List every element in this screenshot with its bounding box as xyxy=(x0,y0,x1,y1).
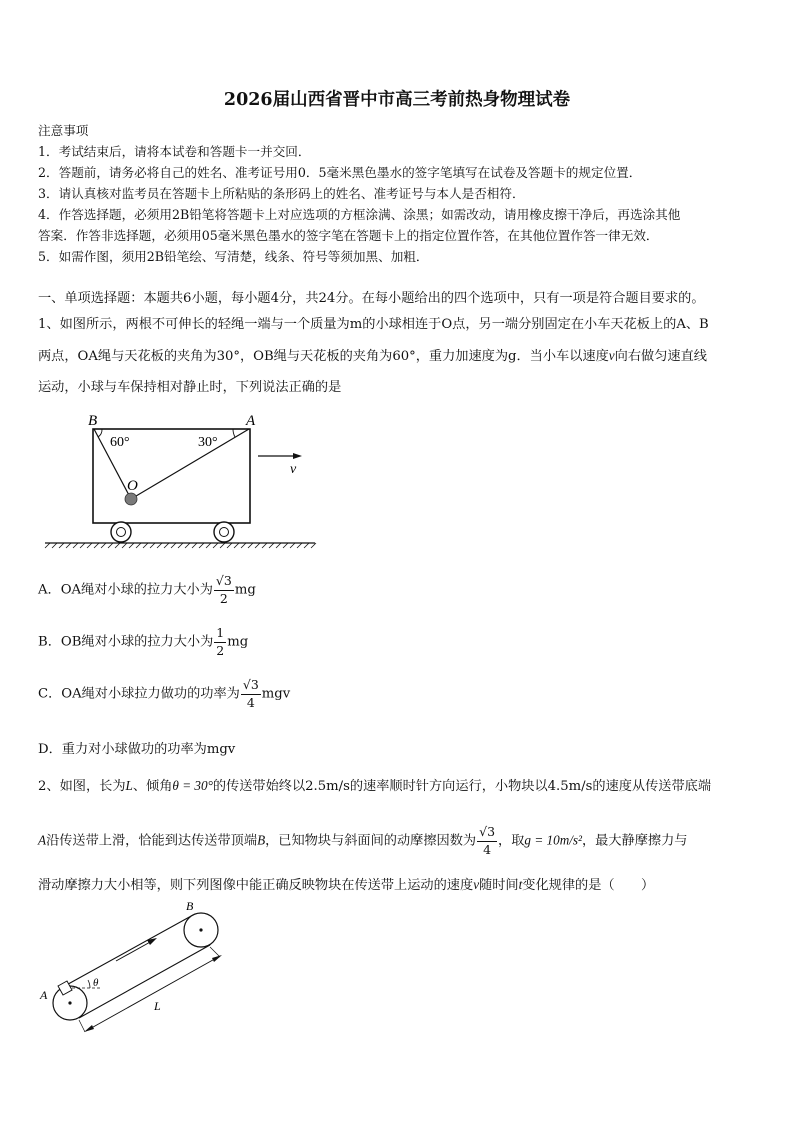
wheel-left xyxy=(111,522,131,542)
label-a: A xyxy=(246,413,256,429)
theta-arc xyxy=(88,980,90,988)
angle-arc-b xyxy=(98,429,102,437)
cart-diagram xyxy=(40,408,320,554)
dimension-l xyxy=(86,956,220,1031)
dimension-l-head-1 xyxy=(84,1025,94,1032)
q1-line3: 运动，小球与车保持相对静止时，下列说法正确的是 xyxy=(38,380,342,395)
conveyor-diagram xyxy=(38,898,238,1038)
pulley-b-axle xyxy=(199,928,202,931)
label-l: L xyxy=(154,999,161,1013)
label-b: B xyxy=(88,413,98,429)
belt-top xyxy=(61,915,193,988)
q1-line1: 1、如图所示，两根不可伸长的轻绳一端与一个质量为m的小球相连于O点，另一端分别固定在小车天花板上的A、B xyxy=(38,317,709,332)
section-heading: 一、单项选择题：本题共6小题，每小题4分，共24分。在每小题给出的四个选项中，只有一项是符合题目要求的。 xyxy=(38,291,705,306)
q2-line3: 滑动摩擦力大小相等，则下列图像中能正确反映物块在传送带上运动的速度v随时间t变化规律的是（ ） xyxy=(38,877,655,893)
dimension-l-head-2 xyxy=(212,955,222,962)
dimension-tick-1 xyxy=(79,1020,85,1032)
angle-arc-a xyxy=(233,429,235,437)
pulley-a-axle xyxy=(68,1001,71,1004)
q1-option-a: A．OA绳对小球的拉力大小为 $\frac{√3}{2}$ mg xyxy=(38,573,256,606)
notice-item-5: 5．如需作图，须用2B铅笔绘、写清楚，线条、符号等须加黑、加粗． xyxy=(38,249,429,264)
q1-option-d: D．重力对小球做功的功率为mgv xyxy=(38,742,236,757)
ball xyxy=(125,493,137,505)
q2-line1: 2、如图，长为L、倾角θ = 30°的传送带始终以2.5m/s的速率顺时针方向运行，小物块以4.5m/s的速度从传送带底端 xyxy=(38,778,712,794)
label-b: B xyxy=(186,899,194,913)
label-a: A xyxy=(40,988,48,1002)
label-o: O xyxy=(127,478,138,494)
notice-item-1: 1．考试结束后，请将本试卷和答题卡一并交回． xyxy=(38,144,311,159)
q1-option-b: B．OB绳对小球的拉力大小为 $\frac{1}{2}$ mg xyxy=(38,625,249,658)
label-v: v xyxy=(290,462,297,477)
label-angle-b: 60° xyxy=(110,435,130,450)
q2-line2: A沿传送带上滑，恰能到达传送带顶端B，已知物块与斜面间的动摩擦因数为 $\frac{√3}{4}$ ，取g = 10m/s²，最大静摩擦力与 xyxy=(38,824,688,857)
label-angle-a: 30° xyxy=(198,435,218,450)
notice-item-4: 4．作答选择题，必须用2B铅笔将答题卡上对应选项的方框涂满、涂黑；如需改动，请用橡皮擦干净后，再选涂其他 xyxy=(38,207,681,222)
notice-item-2: 2．答题前，请务必将自己的姓名、准考证号用0．5毫米黑色墨水的签字笔填写在试卷及答题卡的规定位置． xyxy=(38,165,642,180)
label-theta: θ xyxy=(93,977,99,989)
dimension-tick-2 xyxy=(210,947,220,957)
belt-bottom xyxy=(79,945,210,1018)
notice-item-3: 3．请认真核对监考员在答题卡上所粘贴的条形码上的姓名、准考证号与本人是否相符． xyxy=(38,186,525,201)
ground-hatching xyxy=(45,543,316,548)
notice-heading: 注意事项 xyxy=(38,123,89,138)
q1-line2: 两点，OA绳与天花板的夹角为30°，OB绳与天花板的夹角为60°，重力加速度为g．当小车以速度v向右做匀速直线 xyxy=(38,348,707,364)
velocity-arrow-head xyxy=(293,453,302,459)
page-title: 2026届山西省晋中市高三考前热身物理试卷 xyxy=(223,90,571,110)
notice-item-4-cont: 答案．作答非选择题，必须用05毫米黑色墨水的签字笔在答题卡上的指定位置作答，在其他位置作答一律无效． xyxy=(38,228,659,243)
wheel-right xyxy=(214,522,234,542)
motion-arrow xyxy=(116,941,152,961)
q1-option-c: C．OA绳对小球拉力做功的功率为 $\frac{√3}{4}$ mgv xyxy=(38,677,291,710)
rope-oa xyxy=(131,429,249,499)
